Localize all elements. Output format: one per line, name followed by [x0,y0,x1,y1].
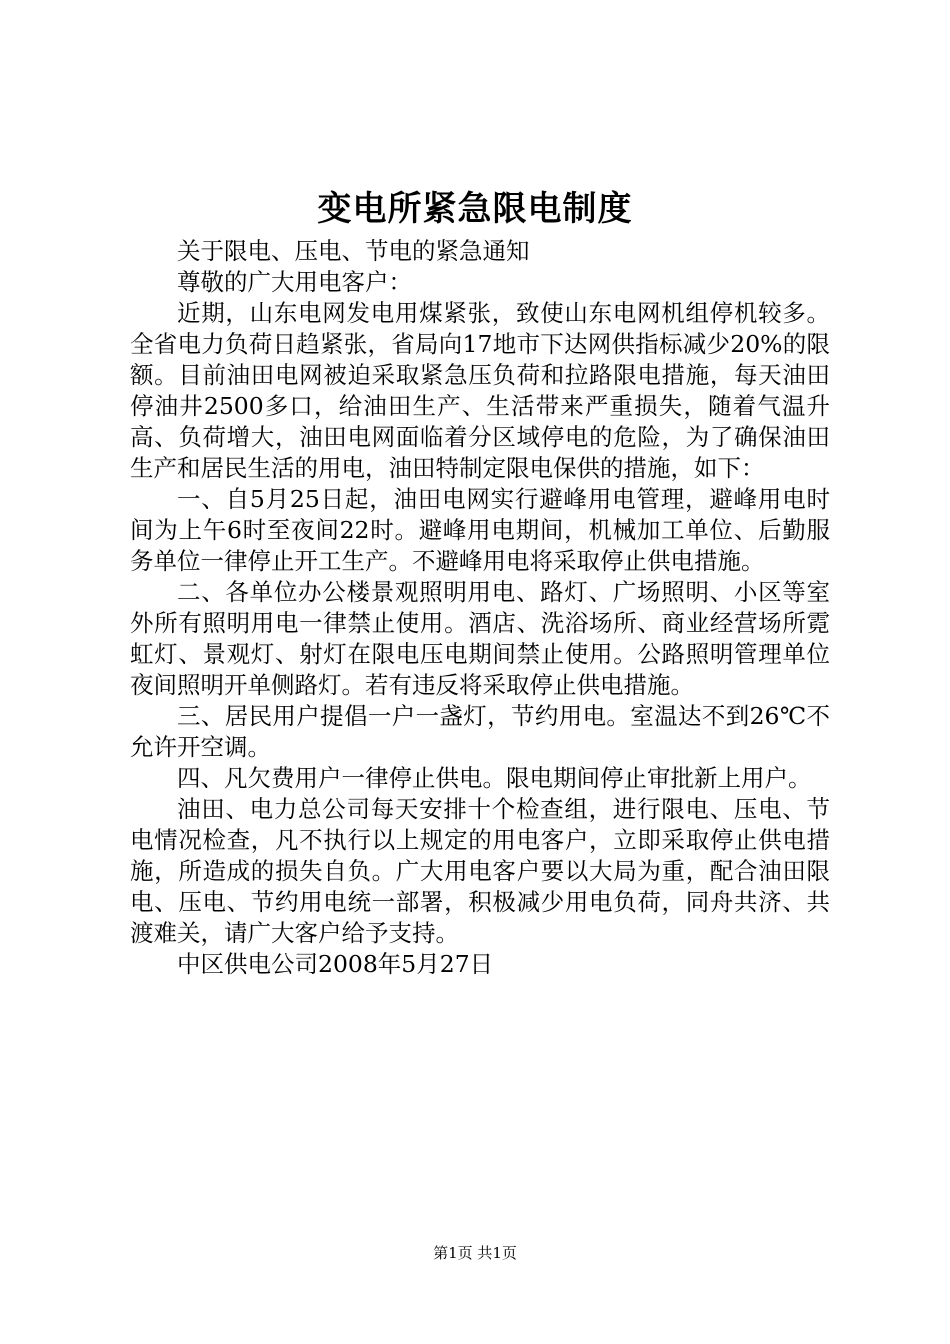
paragraph-item-1: 一、自5月25日起，油田电网实行避峰用电管理，避峰用电时间为上午6时至夜间22时。避峰用电期间，机械加工单位、后勤服务单位一律停止开工生产。不避峰用电将采取停止供电措施。 [130,485,830,575]
page-number-footer: 第1页 共1页 [433,1244,517,1262]
salutation: 尊敬的广大用电客户： [177,268,412,296]
signature-line: 中区供电公司2008年5月27日 [177,950,494,978]
paragraph-item-3: 三、居民用户提倡一户一盏灯，节约用电。室温达不到26℃不允许开空调。 [130,702,830,761]
paragraph-item-2: 二、各单位办公楼景观照明用电、路灯、广场照明、小区等室外所有照明用电一律禁止使用。酒店、洗浴场所、商业经营场所霓虹灯、景观灯、射灯在限电压电期间禁止使用。公路照明管理单位夜间照明开单侧路灯。若有违反将采取停止供电措施。 [130,578,830,699]
paragraph-background: 近期，山东电网发电用煤紧张，致使山东电网机组停机较多。全省电力负荷日趋紧张，省局向17地市下达网供指标减少20%的限额。目前油田电网被迫采取紧急压负荷和拉路限电措施，每天油田停油井2500多口，给油田生产、生活带来严重损失，随着气温升高、负荷增大，油田电网面临着分区域停电的危险，为了确保油田生产和居民生活的用电，油田特制定限电保供的措施，如下： [130,299,830,482]
paragraph-item-4: 四、凡欠费用户一律停止供电。限电期间停止审批新上用户。 [177,764,812,792]
paragraph-inspection: 油田、电力总公司每天安排十个检查组，进行限电、压电、节电情况检查，凡不执行以上规定的用电客户，立即采取停止供电措施，所造成的损失自负。广大用电客户要以大局为重，配合油田限电、压电、节约用电统一部署，积极减少用电负荷，同舟共济、共渡难关，请广大客户给予支持。 [130,795,830,947]
document-title: 变电所紧急限电制度 [317,189,633,229]
document-body [130,236,830,980]
notice-heading: 关于限电、压电、节电的紧急通知 [177,237,530,265]
